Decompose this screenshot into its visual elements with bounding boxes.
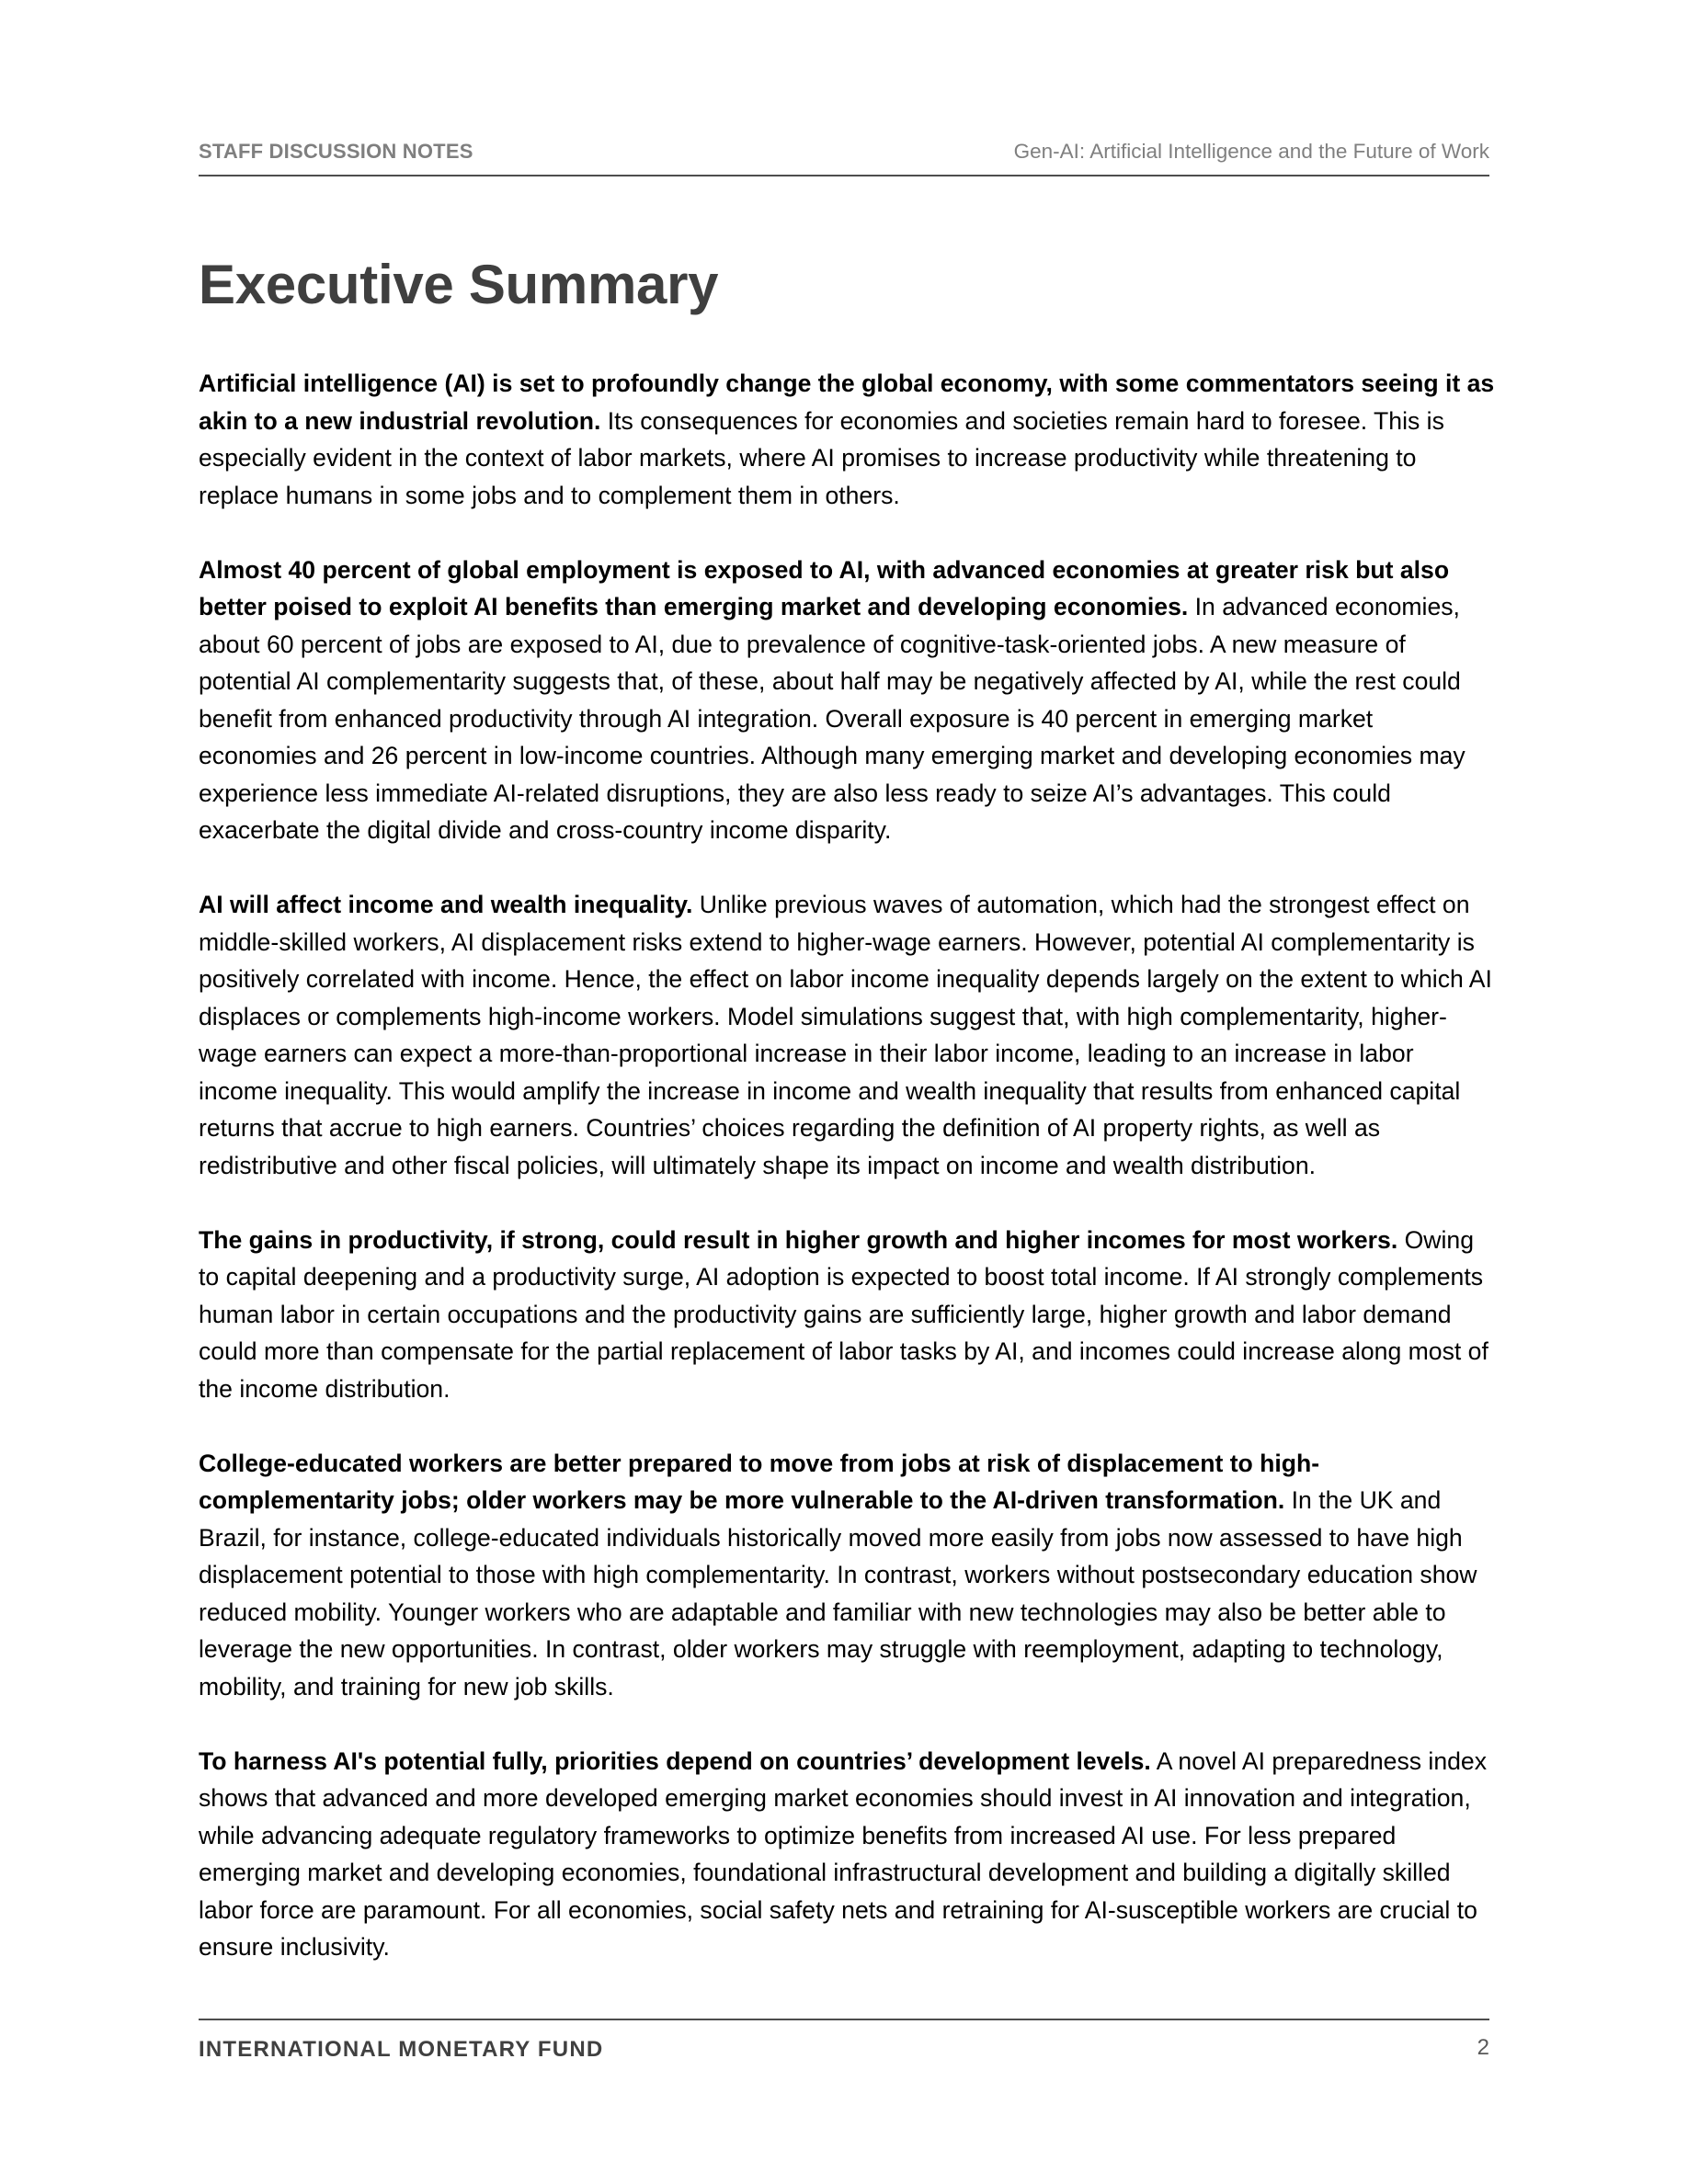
paragraph-text: Its consequences for economies and societies remain hard to foresee. This is especially evident in the context of labor markets, where AI promises to increase productivity while threatening to replace humans in some jobs and to complement them in others. <box>199 406 1444 509</box>
header-series-label: STAFF DISCUSSION NOTES <box>199 140 473 163</box>
page-number: 2 <box>1477 2035 1489 2060</box>
page-header <box>199 134 1489 176</box>
paragraph-text: A novel AI preparedness index shows that advanced and more developed emerging market economies should invest in AI innovation and integration, while advancing adequate regulatory frameworks to optimize benefits from increased AI use. For less prepared emerging market and developing economies, foundational infrastructural development and building a digitally skilled labor force are paramount. For all economies, social safety nets and retraining for AI-susceptible workers are crucial to ensure inclusivity. <box>199 1746 1488 1961</box>
page-title: Executive Summary <box>199 254 719 315</box>
paragraph-text: Unlike previous waves of automation, which had the strongest effect on middle-skilled workers, AI displacement risks extend to higher-wage earners. However, potential AI complementarity is positively correlated with income. Hence, the effect on labor income inequality depends largely on the extent to which AI displaces or complements high-income workers. Model simulations suggest that, with high complementarity, higher-wage earners can expect a more-than-proportional increase in their labor income, leading to an increase in labor income inequality. This would amplify the increase in income and wealth inequality that results from enhanced capital returns that accrue to high earners. Countries’ choices regarding the definition of AI property rights, as well as redistributive and other fiscal policies, will ultimately shape its impact on income and wealth distribution. <box>199 891 1492 1179</box>
paragraph-lead: To harness AI's potential fully, priorities depend on countries’ development levels. <box>199 1746 1151 1775</box>
paragraph-text: Owing to capital deepening and a productivity surge, AI adoption is expected to boost total income. If AI strongly complements human labor in certain occupations and the productivity gains are sufficiently large, higher growth and labor demand could more than compensate for the partial replacement of labor tasks by AI, and incomes could increase along most of the income distribution. <box>199 1225 1488 1403</box>
page-footer <box>199 2019 1489 2066</box>
paragraph <box>199 886 1495 1184</box>
header-document-title: Gen-AI: Artificial Intelligence and the Future of Work <box>1013 140 1489 163</box>
paragraph-lead: College-educated workers are better prepared to move from jobs at risk of displacement to high-complementarity jobs; older workers may be more vulnerable to the AI-driven transformation. <box>199 1449 1320 1514</box>
paragraph <box>199 365 1495 514</box>
paragraph <box>199 1222 1495 1408</box>
paragraph <box>199 552 1495 849</box>
paragraph-lead: The gains in productivity, if strong, could result in higher growth and higher incomes for most workers. <box>199 1225 1398 1254</box>
paragraph-lead: AI will affect income and wealth inequality. <box>199 891 693 918</box>
paragraph-lead: Artificial intelligence (AI) is set to profoundly change the global economy, with some commentators seeing it as akin to a new industrial revolution. <box>199 370 1495 435</box>
paragraph-lead: Almost 40 percent of global employment is exposed to AI, with advanced economies at greater risk but also better poised to exploit AI benefits than emerging market and developing economies. <box>199 555 1450 620</box>
paragraph <box>199 1743 1495 1966</box>
paragraph-text: In the UK and Brazil, for instance, college-educated individuals historically moved more easily from jobs now assessed to have high displacement potential to those with high complementarity. In contrast, workers without postsecondary education show reduced mobility. Younger workers who are adaptable and familiar with new technologies may also be better able to leverage the new opportunities. In contrast, older workers may struggle with reemployment, adapting to technology, mobility, and training for new job skills. <box>199 1486 1477 1701</box>
paragraph <box>199 1445 1495 1706</box>
footer-organization: INTERNATIONAL MONETARY FUND <box>199 2037 604 2062</box>
paragraph-text: In advanced economies, about 60 percent of jobs are exposed to AI, due to prevalence of cognitive-task-oriented jobs. A new measure of potential AI complementarity suggests that, of these, about half may be negatively affected by AI, while the rest could benefit from enhanced productivity through AI integration. Overall exposure is 40 percent in emerging market economies and 26 percent in low-income countries. Although many emerging market and developing economies may experience less immediate AI-related disruptions, they are also less ready to seize AI’s advantages. This could exacerbate the digital divide and cross-country income disparity. <box>199 593 1466 844</box>
body-content <box>199 365 1495 2003</box>
